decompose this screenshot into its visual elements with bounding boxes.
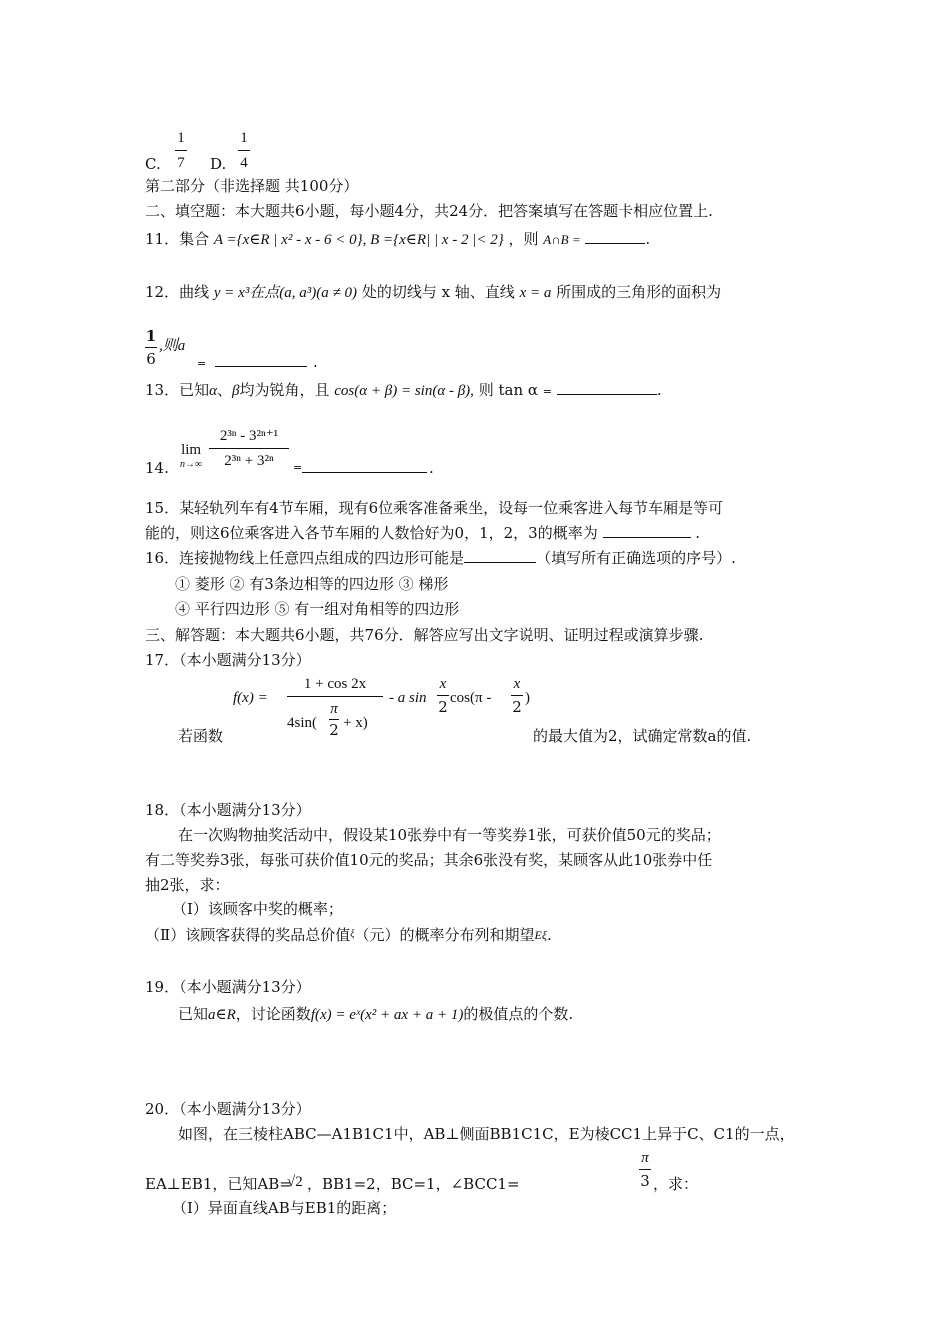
option-d-label: D. bbox=[210, 155, 227, 173]
q18-xi: ξ bbox=[350, 929, 355, 940]
q17-two: 2 bbox=[329, 721, 339, 739]
q19-mid: ，讨论函数 bbox=[235, 1005, 311, 1023]
q17-frac2-den: 2 bbox=[438, 698, 448, 716]
q16-text-b: （填写所有正确选项的序号）. bbox=[536, 549, 736, 567]
q17-pi: π bbox=[330, 701, 338, 717]
q18-end: . bbox=[546, 926, 552, 944]
question-16 bbox=[145, 548, 736, 568]
q15-answer-blank[interactable] bbox=[603, 523, 691, 538]
q12-number: 12．曲线 bbox=[145, 283, 210, 301]
q14-answer-blank[interactable] bbox=[302, 458, 427, 473]
question-19-body bbox=[178, 1004, 573, 1025]
q12-expression: y = x³在点(a, a³)(a ≠ 0) bbox=[213, 285, 358, 301]
option-c-frac bbox=[175, 128, 187, 173]
q19-lead: 已知 bbox=[178, 1005, 209, 1023]
question-18-line3: 抽2张，求： bbox=[145, 876, 230, 894]
q20-sqrt2: √2 bbox=[287, 1174, 303, 1190]
q11-end: . bbox=[645, 230, 651, 248]
question-19-head: 19．（本小题满分13分） bbox=[145, 978, 311, 996]
q14-frac bbox=[209, 426, 289, 471]
question-18-head: 18．（本小题满分13分） bbox=[145, 801, 311, 819]
q17-frac1 bbox=[285, 674, 385, 739]
option-d-frac bbox=[238, 128, 250, 173]
q12-frac-den: 6 bbox=[146, 350, 156, 368]
question-18-part1: （Ⅰ）该顾客中奖的概率； bbox=[172, 900, 343, 918]
question-15-line1: 15．某轻轨列车有4节车厢，现有6位乘客准备乘坐，设每一位乘客进入每节车厢是等可 bbox=[145, 499, 724, 517]
q20-pi: π bbox=[641, 1150, 649, 1166]
question-18-line2: 有二等奖券3张，每张可获价值10元的奖品；其余6张没有奖，某顾客从此10张券中任 bbox=[145, 851, 713, 869]
q12-tail: 所围成的三角形的面积为 bbox=[556, 283, 722, 301]
q13-answer-blank[interactable] bbox=[557, 380, 657, 395]
q12-frac-num: 1 bbox=[145, 327, 157, 345]
question-17-head: 17．（本小题满分13分） bbox=[145, 651, 311, 669]
q20-line2-a: EA⊥EB1，已知AB= bbox=[145, 1175, 292, 1193]
q15-end: . bbox=[695, 524, 701, 542]
q13-end: . bbox=[656, 381, 662, 399]
q16-answer-blank[interactable] bbox=[464, 548, 536, 563]
q20-line2-c: ，求： bbox=[653, 1175, 699, 1193]
q16-options-2: ④ 平行四边形 ⑤ 有一组对角相等的四边形 bbox=[175, 600, 460, 618]
q17-frac3-den: 2 bbox=[512, 698, 522, 716]
section2-heading: 二、填空题：本大题共6小题，每小题4分，共24分．把答案填写在答题卡相应位置上. bbox=[145, 202, 713, 220]
q19-a-in-r: a∈R bbox=[208, 1007, 236, 1023]
q12-answer-blank[interactable] bbox=[215, 352, 307, 367]
question-20-line2 bbox=[145, 1148, 705, 1196]
q15-line2-text: 能的，则这6位乘客进入各节车厢的人数恰好为0，1，2，3的概率为 bbox=[145, 524, 598, 542]
q11-answer-label: A∩B = bbox=[543, 232, 581, 247]
q17-frac1-den-b: + x) bbox=[343, 715, 368, 731]
q11-tail: ，则 bbox=[508, 230, 539, 248]
question-18-part2 bbox=[145, 925, 552, 945]
option-c-label: C. bbox=[145, 155, 161, 173]
q13-sep: 、 bbox=[216, 381, 232, 399]
q16-text-a: 16．连接抛物线上任意四点组成的四边形可能是 bbox=[145, 549, 465, 567]
q12-middle: 处的切线与 x 轴、直线 bbox=[361, 283, 515, 301]
q12-then: ,则a bbox=[159, 338, 186, 354]
q13-alpha: α bbox=[209, 383, 217, 399]
option-d-den: 4 bbox=[240, 155, 248, 171]
q12-line-expression: x = a bbox=[519, 285, 552, 301]
part2-heading: 第二部分（非选择题 共100分） bbox=[145, 177, 359, 195]
question-17-body bbox=[145, 672, 805, 752]
q20-line2-b: ，BB1=2，BC=1，∠BCC1= bbox=[307, 1175, 520, 1193]
option-c-den: 7 bbox=[177, 155, 185, 171]
q17-fx: f(x) = bbox=[233, 690, 268, 706]
q17-frac2-num: x bbox=[439, 676, 447, 692]
q12-end: . bbox=[313, 353, 318, 371]
q17-frac1-den-pi bbox=[329, 699, 339, 740]
question-20-line1: 如图，在三棱柱ABC—A1B1C1中，AB⊥侧面BB1C1C，E为棱CC1上异于C、C1的一点， bbox=[178, 1125, 795, 1143]
q14-end: . bbox=[429, 459, 434, 477]
q17-close: ) bbox=[525, 690, 530, 706]
q18-part2-a: （Ⅱ）该顾客获得的奖品总价值 bbox=[145, 926, 351, 944]
q17-tail: 的最大值为2，试确定常数a的值. bbox=[533, 727, 752, 745]
question-18-line1: 在一次购物抽奖活动中，假设某10张券中有一等奖券1张，可获价值50元的奖品； bbox=[178, 826, 721, 844]
question-12 bbox=[145, 282, 721, 303]
q14-lim: lim bbox=[181, 442, 202, 458]
q13-expression: cos(α + β) = sin(α - β), bbox=[334, 383, 474, 399]
q14-number: 14. bbox=[145, 459, 169, 477]
q11-expression: A ={x∈R | x² - x - 6 < 0}, B ={x∈R| | x - 2 |< 2} bbox=[213, 232, 504, 248]
q17-frac1-num: 1 + cos 2x bbox=[303, 676, 367, 692]
q20-pi-over-3 bbox=[639, 1148, 651, 1191]
q14-denominator: 2³ⁿ + 3²ⁿ bbox=[224, 453, 274, 469]
question-13 bbox=[145, 380, 662, 402]
q19-tail: 的极值点的个数. bbox=[463, 1005, 574, 1023]
section3-heading: 三、解答题：本大题共6小题，共76分．解答应写出文字说明、证明过程或演算步骤. bbox=[145, 626, 704, 644]
q17-frac2 bbox=[437, 674, 449, 717]
q13-text: 均为锐角，且 bbox=[239, 381, 330, 399]
q20-three: 3 bbox=[640, 1172, 650, 1190]
q17-frac1-den-a: 4sin( bbox=[287, 715, 317, 731]
q17-cos: cos(π - bbox=[450, 690, 492, 706]
option-d-num: 1 bbox=[240, 130, 248, 146]
q17-frac3-num: x bbox=[513, 676, 521, 692]
q11-number: 11．集合 bbox=[145, 230, 210, 248]
question-20-part1: （Ⅰ）异面直线AB与EB1的距离； bbox=[172, 1199, 397, 1217]
q13-eq: = bbox=[542, 385, 553, 398]
q14-limit bbox=[180, 440, 202, 470]
q18-part2-b: （元）的概率分布列和期望 bbox=[354, 926, 535, 944]
question-20-head: 20．（本小题满分13分） bbox=[145, 1100, 311, 1118]
q14-numerator: 2³ⁿ - 3²ⁿ⁺¹ bbox=[219, 428, 279, 444]
q18-exi: Eξ bbox=[534, 928, 547, 942]
q17-minus: - a sin bbox=[389, 690, 427, 706]
option-c-num: 1 bbox=[177, 130, 185, 146]
q12-frac bbox=[145, 326, 157, 369]
q13-beta: β bbox=[231, 383, 240, 399]
q13-then: 则 tan α bbox=[478, 381, 539, 399]
q19-expression: f(x) = eˣ(x² + ax + a + 1) bbox=[310, 1007, 464, 1023]
question-15-line2 bbox=[145, 523, 700, 543]
q12-eq: = bbox=[197, 357, 207, 370]
q17-frac3 bbox=[511, 674, 523, 717]
q14-lim-sub: n→∞ bbox=[180, 459, 203, 470]
q17-lead: 若函数 bbox=[178, 727, 224, 745]
q11-answer-blank[interactable] bbox=[585, 229, 645, 244]
q13-number: 13．已知 bbox=[145, 381, 210, 399]
q14-eq: = bbox=[293, 461, 303, 474]
q16-options-1: ① 菱形 ② 有3条边相等的四边形 ③ 梯形 bbox=[175, 575, 449, 593]
question-11 bbox=[145, 229, 650, 250]
